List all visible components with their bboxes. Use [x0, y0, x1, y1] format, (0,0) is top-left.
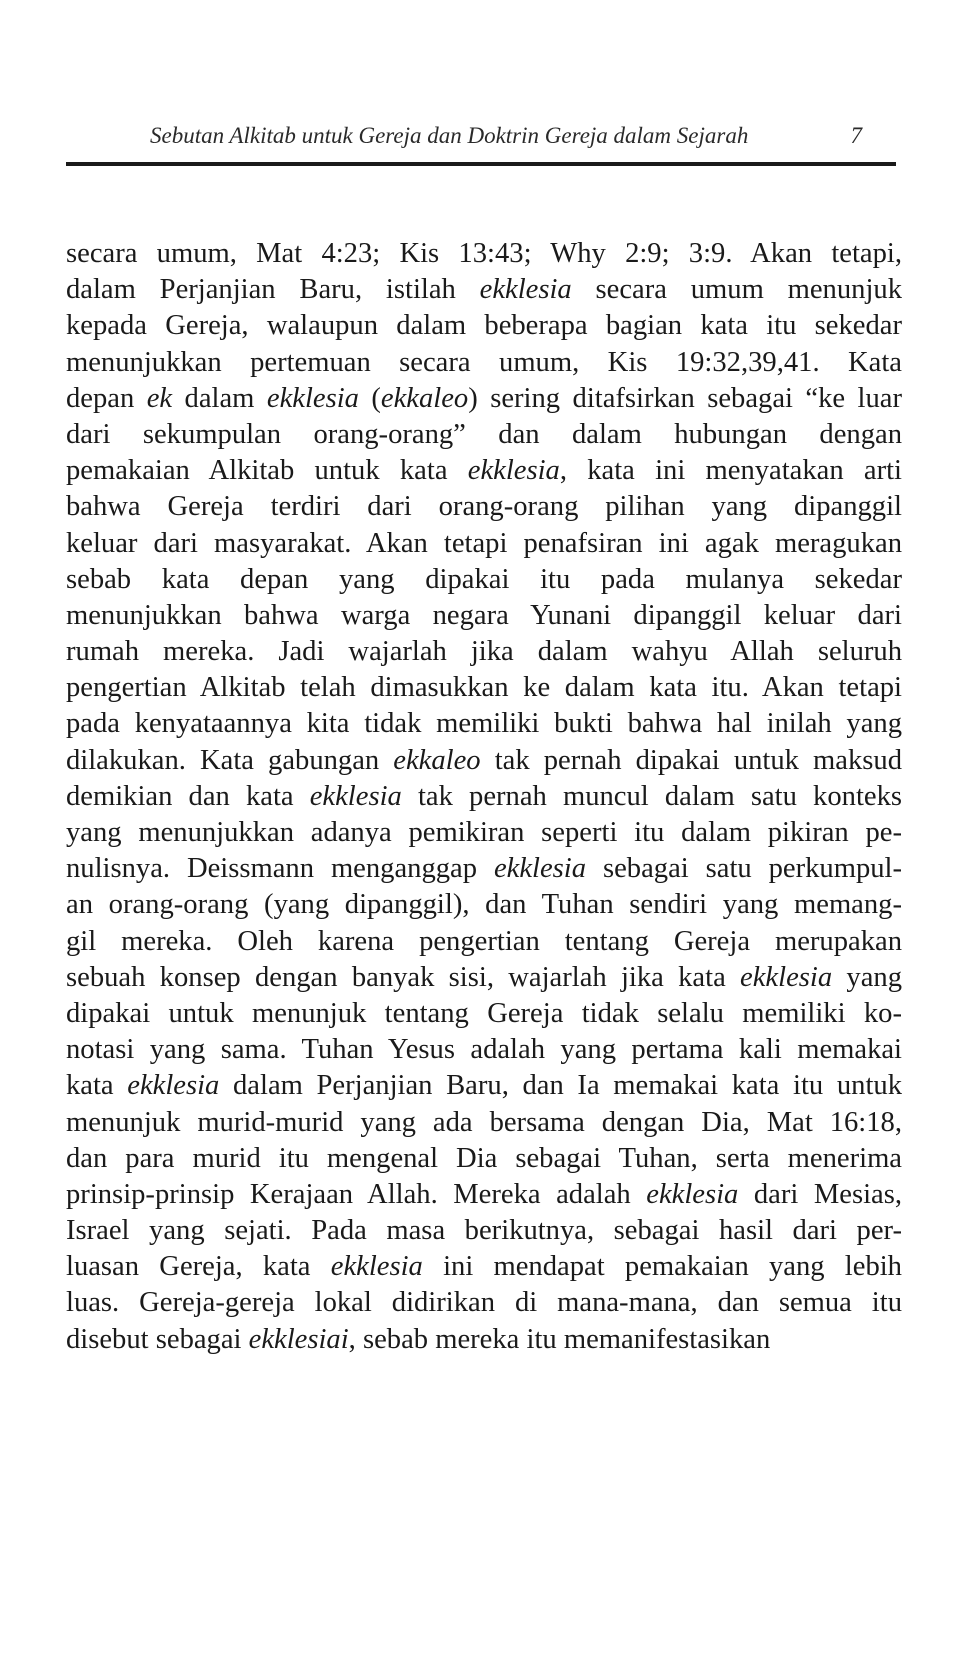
- text-segment: luas. Gereja-gereja lokal didirikan di mana-mana, dan semua itu: [66, 1287, 902, 1319]
- text-line: [66, 526, 902, 562]
- text-segment: , sebab mereka itu memanifestasikan: [348, 1323, 771, 1355]
- text-segment: , kata ini menyatakan arti: [559, 455, 902, 487]
- text-segment: yang: [832, 961, 902, 993]
- text-segment: sebuah konsep dengan banyak sisi, wajarlah jika kata: [66, 961, 741, 993]
- text-line: [66, 851, 902, 887]
- text-segment: Israel yang sejati. Pada masa berikutnya, sebagai hasil dari per-: [66, 1215, 902, 1247]
- text-segment: nulisnya. Deissmann menganggap: [66, 853, 494, 885]
- italic-term: ekklesia: [127, 1070, 220, 1102]
- text-segment: ) sering ditafsirkan sebagai “ke luar: [468, 382, 902, 414]
- text-line: [66, 743, 902, 779]
- text-segment: prinsip-prinsip Kerajaan Allah. Mereka adalah: [66, 1178, 647, 1210]
- text-line: [66, 960, 902, 996]
- text-segment: menunjukkan bahwa warga negara Yunani dipanggil keluar dari: [66, 599, 902, 631]
- text-segment: dalam: [172, 382, 267, 414]
- text-segment: dari Mesias,: [738, 1178, 902, 1210]
- text-line: [66, 417, 902, 453]
- italic-term: ekklesia: [479, 274, 572, 306]
- text-line: [66, 1249, 902, 1285]
- text-line: [66, 236, 902, 272]
- text-segment: disebut sebagai: [66, 1323, 249, 1355]
- text-segment: secara umum menunjuk: [571, 274, 902, 306]
- text-segment: pengertian Alkitab telah dimasukkan ke dalam kata itu. Akan tetapi: [66, 672, 902, 704]
- page-number: 7: [850, 123, 862, 148]
- text-segment: sebagai satu perkumpul-: [586, 853, 902, 885]
- text-segment: dalam Perjanjian Baru, dan Ia memakai kata itu untuk: [219, 1070, 902, 1102]
- text-segment: bahwa Gereja terdiri dari orang-orang pilihan yang dipanggil: [66, 491, 902, 523]
- text-line: [66, 272, 902, 308]
- text-line: [66, 1141, 902, 1177]
- text-segment: dalam Perjanjian Baru, istilah: [66, 274, 480, 306]
- text-segment: luasan Gereja, kata: [66, 1251, 331, 1283]
- italic-term: ekklesia: [493, 853, 587, 885]
- text-line: [66, 489, 902, 525]
- italic-term: ekklesia: [740, 961, 833, 993]
- text-line: [66, 1213, 902, 1249]
- text-segment: tak pernah dipakai untuk maksud: [480, 744, 902, 776]
- text-segment: menunjukkan pertemuan secara umum, Kis 19:32,39,41. Kata: [66, 346, 902, 378]
- running-head-title: Sebutan Alkitab untuk Gereja dan Doktrin Gereja dalam Sejarah: [150, 123, 749, 148]
- italic-term: ekklesiai: [248, 1323, 349, 1355]
- text-segment: pada kenyataannya kita tidak memiliki bukti bahwa hal inilah yang: [66, 708, 902, 740]
- text-line: [66, 924, 902, 960]
- text-line: [66, 1032, 902, 1068]
- text-segment: dan para murid itu mengenal Dia sebagai Tuhan, serta menerima: [66, 1142, 902, 1174]
- text-line: [66, 1105, 902, 1141]
- text-line: [66, 670, 902, 706]
- text-segment: dari sekumpulan orang-orang” dan dalam hubungan dengan: [66, 418, 902, 450]
- text-line: [66, 1068, 902, 1104]
- text-line: [66, 1285, 902, 1321]
- text-segment: (: [358, 382, 381, 414]
- text-segment: kepada Gereja, walaupun dalam beberapa bagian kata itu sekedar: [66, 310, 902, 342]
- text-segment: pemakaian Alkitab untuk kata: [66, 455, 468, 487]
- text-segment: depan: [66, 382, 147, 414]
- italic-term: ekklesia: [309, 780, 402, 812]
- text-line: [66, 1322, 902, 1358]
- text-segment: tak pernah muncul dalam satu konteks: [401, 780, 902, 812]
- text-line: [66, 562, 902, 598]
- text-segment: an orang-orang (yang dipanggil), dan Tuhan sendiri yang memang-: [66, 889, 902, 921]
- text-line: [66, 706, 902, 742]
- text-line: [66, 598, 902, 634]
- text-line: [66, 453, 902, 489]
- text-segment: dipakai untuk menunjuk tentang Gereja tidak selalu memiliki ko-: [66, 997, 902, 1029]
- text-segment: yang menunjukkan adanya pemikiran seperti itu dalam pikiran pe-: [66, 817, 902, 848]
- text-segment: keluar dari masyarakat. Akan tetapi penafsiran ini agak meragukan: [66, 527, 902, 559]
- text-segment: kata: [66, 1070, 128, 1102]
- italic-term: ekkaleo: [380, 382, 469, 414]
- text-segment: dilakukan. Kata gabungan: [66, 744, 394, 776]
- text-segment: ini mendapat pemakaian yang lebih: [422, 1251, 902, 1283]
- text-segment: menunjuk murid-murid yang ada bersama dengan Dia, Mat 16:18,: [66, 1106, 902, 1138]
- text-line: [66, 345, 902, 381]
- running-head: [150, 121, 862, 151]
- italic-term: ekklesia: [467, 455, 560, 487]
- text-segment: notasi yang sama. Tuhan Yesus adalah yang pertama kali memakai: [66, 1034, 902, 1066]
- header-rule: [66, 162, 896, 166]
- italic-term: ekkaleo: [393, 744, 481, 776]
- text-line: [66, 996, 902, 1032]
- text-segment: secara umum, Mat 4:23; Kis 13:43; Why 2:9; 3:9. Akan tetapi,: [66, 238, 902, 269]
- text-line: [66, 634, 902, 670]
- text-segment: demikian dan kata: [66, 780, 310, 812]
- italic-term: ek: [146, 382, 173, 414]
- text-segment: gil mereka. Oleh karena pengertian tentang Gereja merupakan: [66, 925, 902, 957]
- italic-term: ekklesia: [266, 382, 359, 414]
- text-line: [66, 1177, 902, 1213]
- text-line: [66, 779, 902, 815]
- text-line: [66, 381, 902, 417]
- text-segment: sebab kata depan yang dipakai itu pada mulanya sekedar: [66, 563, 902, 595]
- italic-term: ekklesia: [330, 1251, 423, 1283]
- text-line: [66, 308, 902, 344]
- italic-term: ekklesia: [646, 1178, 739, 1210]
- body-paragraph: [66, 236, 902, 1358]
- text-segment: rumah mereka. Jadi wajarlah jika dalam wahyu Allah seluruh: [66, 636, 902, 668]
- text-line: [66, 887, 902, 923]
- text-line: [66, 815, 902, 851]
